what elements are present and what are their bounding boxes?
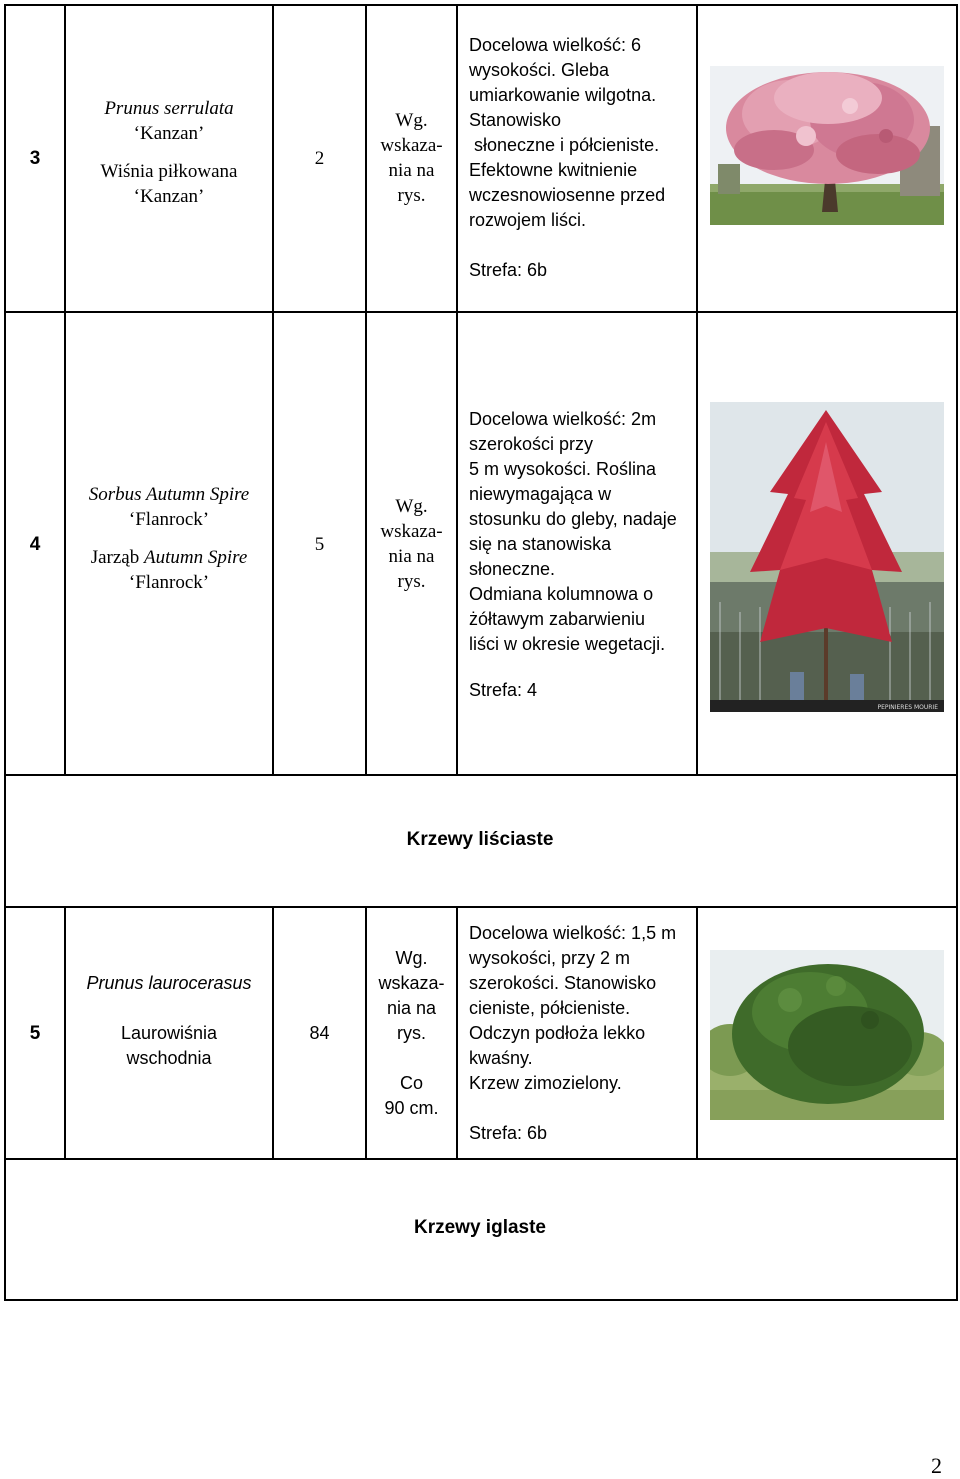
placement-cell: Wg. wskaza- nia na rys. [380,496,443,592]
polish-name: Jarząb Autumn Spire [90,547,248,568]
polish-name-2: wschodnia [126,1048,212,1068]
photo-laurel-shrub [710,950,944,1120]
latin-name: Sorbus Autumn Spire [88,484,250,505]
description-cell: Docelowa wielkość: 2m szerokości przy 5 m wysokości. Roślina niewymagająca w stosunku do gleby, nadaje się na stanowiska słoneczne. Odmiana kolumnowa o żółtawym zabarwieniu liści w okresie wegetacji. Strefa: 4 [469,407,696,703]
spacing-label: Co [399,1073,423,1093]
zone-label: Strefa: 4 [469,680,538,700]
polish-name: Laurowiśnia [120,1023,218,1043]
placement-cell: Wg. wskaza- nia na rys. [380,110,443,206]
plant-name-cell [66,971,272,1071]
section-title: Krzewy liściaste [406,829,554,850]
photo-rowan-tree [710,402,944,712]
photo-cherry-tree [710,66,944,225]
plant-name-cell [66,482,272,595]
latin-cultivar: ‘Flanrock’ [128,509,210,530]
section-title: Krzewy iglaste [414,1217,546,1238]
photo-watermark: PEPINIERES MOURIE [877,704,938,711]
placement-cell: Wg. wskaza- nia na rys. Co 90 cm. [367,946,456,1121]
zone-label: Strefa: 6b [469,1123,548,1143]
spacing-value: 90 cm. [384,1098,439,1118]
latin-name: Prunus laurocerasus [86,973,252,993]
plant-name-cell [66,96,272,209]
quantity: 2 [314,148,325,169]
row-number: 4 [29,534,41,555]
polish-name: Wiśnia piłkowana [100,161,238,182]
description-cell: Docelowa wielkość: 1,5 m wysokości, przy 2 m szerokości. Stanowisko cieniste, półcieniste. Odczyn podłoża lekko kwaśny. Krzew zimozielony. Strefa: 6b [469,921,696,1146]
description-cell: Docelowa wielkość: 6 wysokości. Gleba umiarkowanie wilgotna. Stanowisko słoneczne i półcieniste. Efektowne kwitnienie wczesnowiosenne przed rozwojem liści. Strefa: 6b [469,33,696,283]
latin-cultivar: ‘Kanzan’ [133,123,205,144]
quantity: 84 [309,1023,330,1043]
row-number: 3 [29,148,41,169]
row-number: 5 [29,1023,41,1044]
page-number: 2 [931,1453,942,1478]
quantity: 5 [314,534,325,555]
zone-label: Strefa: 6b [469,260,548,280]
latin-name: Prunus serrulata [104,98,234,119]
polish-cultivar: ‘Kanzan’ [133,186,205,207]
polish-cultivar: ‘Flanrock’ [128,572,210,593]
